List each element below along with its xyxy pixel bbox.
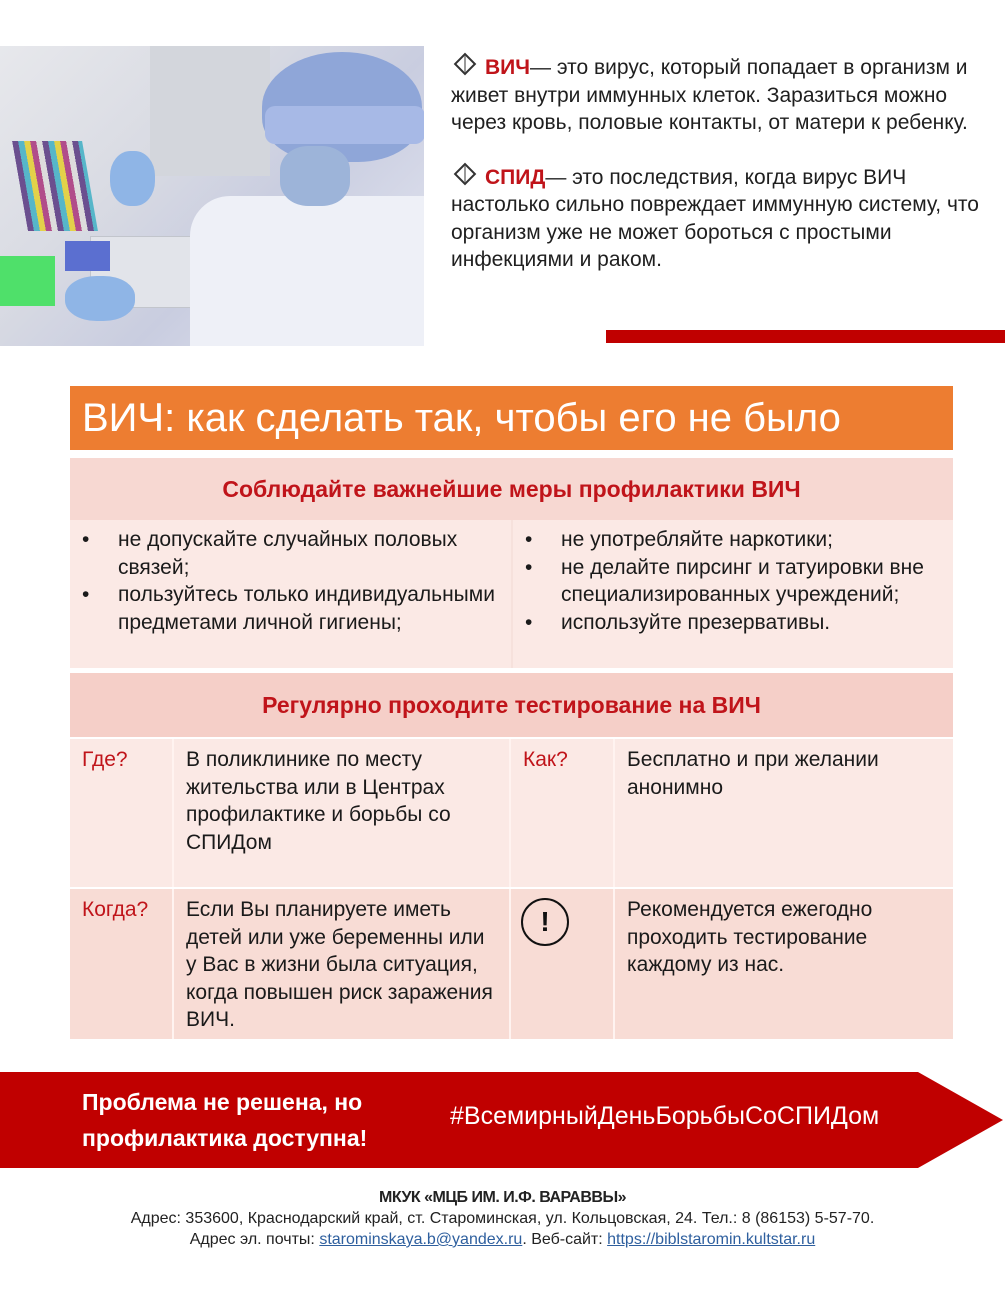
contacts bbox=[0, 1229, 1005, 1250]
prevention-col-left bbox=[70, 520, 513, 668]
address: Адрес: 353600, Краснодарский край, ст. Староминская, ул. Кольцовская, 24. Тел.: 8 (86153) 5-57-70. bbox=[130, 1210, 875, 1227]
list-item: • не допускайте случайных половых связей; bbox=[82, 526, 501, 581]
list-item: • не употребляйте наркотики; bbox=[525, 526, 943, 554]
prevention-list bbox=[70, 520, 953, 668]
exclamation-circle-icon: ! bbox=[521, 898, 569, 946]
how-label: Как? bbox=[511, 739, 615, 887]
list-item: • используйте презервативы. bbox=[525, 609, 943, 637]
definition-hiv bbox=[451, 54, 991, 137]
page-title: ВИЧ: как сделать так, чтобы его не было bbox=[70, 386, 953, 450]
definitions bbox=[451, 54, 991, 301]
website-label: . Веб-сайт: bbox=[522, 1231, 608, 1248]
photo-glove-shape bbox=[65, 276, 135, 321]
photo-pipettes-shape bbox=[12, 141, 98, 231]
list-item: • не делайте пирсинг и татуировки вне специализированных учреждений; bbox=[525, 554, 943, 609]
organization-name: МКУК «МЦБ ИМ. И.Ф. ВАРАВВЫ» bbox=[378, 1189, 627, 1206]
footer bbox=[0, 1187, 1005, 1250]
definition-aids bbox=[451, 164, 991, 274]
when-answer: Если Вы планируете иметь детей или уже беременны или у Вас в жизни была ситуация, когда повышен риск заражения ВИЧ. bbox=[174, 889, 511, 1039]
testing-heading: Регулярно проходите тестирование на ВИЧ bbox=[70, 673, 953, 737]
photo-hood-shape bbox=[150, 46, 270, 176]
where-answer: В поликлинике по месту жительства или в Центрах профилактике и борьбы со СПИДом bbox=[174, 739, 511, 887]
when-label: Когда? bbox=[70, 889, 174, 1039]
where-label: Где? bbox=[70, 739, 174, 887]
how-answer: Бесплатно и при желании анонимно bbox=[627, 748, 879, 799]
slogan-line-1: Проблема не решена, но bbox=[82, 1089, 363, 1115]
photo-glove-shape bbox=[110, 151, 155, 206]
table-row bbox=[70, 739, 953, 887]
slogan-line-2: профилактика доступна! bbox=[82, 1125, 368, 1151]
lab-photo bbox=[0, 46, 424, 346]
hashtag: #ВсемирныйДеньБорьбыСоСПИДом bbox=[450, 1102, 880, 1130]
alert-cell bbox=[511, 889, 615, 1039]
term-aids: СПИД bbox=[485, 165, 546, 189]
table-row bbox=[70, 889, 953, 1039]
email-label: Адрес эл. почты: bbox=[189, 1231, 320, 1248]
definition-hiv-text: — это вирус, который попадает в организм и живет внутри иммунных клеток. Заразиться можно через кровь, половые контакты, от матери к ребенку. bbox=[451, 56, 968, 134]
prevention-heading: Соблюдайте важнейшие меры профилактики ВИЧ bbox=[70, 458, 953, 520]
photo-capband-shape bbox=[265, 106, 424, 144]
email-link[interactable]: starominskaya.b@yandex.ru bbox=[319, 1231, 523, 1248]
photo-box-shape bbox=[65, 241, 110, 271]
list-item: • пользуйтесь только индивидуальными предметами личной гигиены; bbox=[82, 581, 501, 636]
slogan-banner bbox=[0, 1072, 1005, 1168]
definition-aids-text: — это последствия, когда вирус ВИЧ настолько сильно повреждает иммунную систему, что организм уже не может бороться с простыми инфекциями и раком. bbox=[451, 165, 979, 271]
photo-mask-shape bbox=[280, 146, 350, 206]
diamond-bullet-icon bbox=[454, 162, 477, 185]
photo-coat-shape bbox=[190, 196, 424, 346]
diamond-bullet-icon bbox=[454, 53, 477, 76]
red-divider bbox=[606, 330, 1005, 343]
prevention-col-right bbox=[513, 520, 953, 668]
term-hiv: ВИЧ bbox=[485, 56, 531, 79]
recommendation: Рекомендуется ежегодно проходить тестирование каждому из нас. bbox=[627, 898, 873, 976]
website-link[interactable]: https://biblstaromin.kultstar.ru bbox=[607, 1231, 816, 1248]
testing-table bbox=[70, 739, 953, 1039]
slogan-text bbox=[82, 1084, 367, 1156]
photo-rack-shape bbox=[0, 256, 55, 306]
